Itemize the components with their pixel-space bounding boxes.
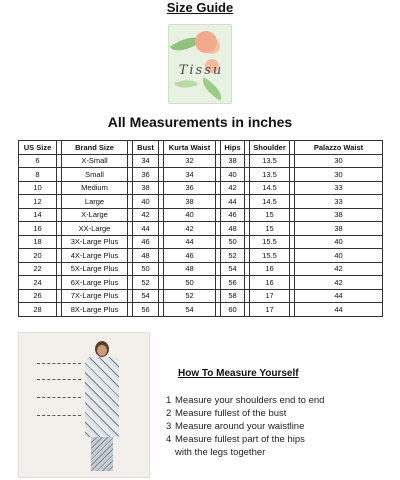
table-row <box>19 262 383 276</box>
table-cell: 24 <box>19 276 57 290</box>
brand-logo <box>168 24 232 104</box>
model-face <box>97 345 107 356</box>
table-cell: 8X-Large Plus <box>62 303 128 317</box>
table-cell: 6X-Large Plus <box>62 276 128 290</box>
step-number: 2 <box>166 408 172 419</box>
table-cell: 42 <box>221 181 245 195</box>
table-cell: 46 <box>164 249 216 263</box>
table-cell: 30 <box>295 154 383 168</box>
table-cell: 42 <box>164 222 216 236</box>
table-cell: 8 <box>19 168 57 182</box>
table-row <box>19 168 383 182</box>
guide-line <box>37 363 81 364</box>
table-cell: 38 <box>295 222 383 236</box>
table-cell: 38 <box>295 208 383 222</box>
table-cell: 50 <box>164 276 216 290</box>
table-cell: 14.5 <box>250 195 290 209</box>
list-item <box>166 394 396 407</box>
table-header-row <box>19 141 383 155</box>
table-cell: 38 <box>221 154 245 168</box>
table-cell: 52 <box>221 249 245 263</box>
table-cell: 17 <box>250 303 290 317</box>
table-cell: 18 <box>19 235 57 249</box>
leaf-decoration <box>198 77 227 100</box>
table-cell: 46 <box>133 235 159 249</box>
table-cell: 56 <box>133 303 159 317</box>
table-cell: 15 <box>250 208 290 222</box>
step-text: Measure your shoulders end to end <box>175 395 325 406</box>
list-item <box>166 420 396 433</box>
step-number: 4 <box>166 434 172 445</box>
table-cell: 44 <box>295 303 383 317</box>
table-cell: 36 <box>133 168 159 182</box>
table-cell: 44 <box>221 195 245 209</box>
table-row <box>19 303 383 317</box>
table-cell: 15.5 <box>250 249 290 263</box>
table-row <box>19 276 383 290</box>
table-cell: 13.5 <box>250 168 290 182</box>
table-cell: 40 <box>295 249 383 263</box>
model-photo <box>18 332 150 478</box>
table-cell: 34 <box>133 154 159 168</box>
table-cell: XX-Large <box>62 222 128 236</box>
table-cell: 16 <box>19 222 57 236</box>
howto-title: How To Measure Yourself <box>178 368 299 379</box>
page-title: Size Guide <box>166 0 234 15</box>
table-cell: 46 <box>221 208 245 222</box>
table-cell: 34 <box>164 168 216 182</box>
table-cell: 17 <box>250 289 290 303</box>
model-palazzo <box>91 437 113 471</box>
table-cell: 10 <box>19 181 57 195</box>
table-cell: 60 <box>221 303 245 317</box>
table-cell: 58 <box>221 289 245 303</box>
table-cell: 48 <box>133 249 159 263</box>
column-header: US Size <box>19 141 57 155</box>
step-number: 3 <box>166 421 172 432</box>
table-cell: 28 <box>19 303 57 317</box>
table-cell: 56 <box>221 276 245 290</box>
table-cell: X-Large <box>62 208 128 222</box>
table-cell: 33 <box>295 181 383 195</box>
brand-wordmark: Tissu <box>178 63 224 78</box>
table-cell: 14 <box>19 208 57 222</box>
table-cell: Small <box>62 168 128 182</box>
column-header: Hips <box>221 141 245 155</box>
table-cell: 44 <box>164 235 216 249</box>
table-cell: 14.5 <box>250 181 290 195</box>
guide-line <box>37 415 81 416</box>
table-cell: 50 <box>221 235 245 249</box>
step-text: Measure fullest of the bust <box>175 408 287 419</box>
table-cell: 40 <box>221 168 245 182</box>
table-cell: 32 <box>164 154 216 168</box>
table-cell: 44 <box>295 289 383 303</box>
table-cell: 44 <box>133 222 159 236</box>
table-row <box>19 289 383 303</box>
column-header: Kurta Waist <box>164 141 216 155</box>
table-cell: 42 <box>133 208 159 222</box>
step-continuation: with the legs together <box>175 447 266 458</box>
column-header: Bust <box>133 141 159 155</box>
table-row <box>19 195 383 209</box>
leaf-decoration <box>174 76 198 93</box>
step-text: Measure around your waistline <box>175 421 305 432</box>
table-cell: 38 <box>164 195 216 209</box>
table-cell: 22 <box>19 262 57 276</box>
table-cell: 40 <box>133 195 159 209</box>
table-cell: 20 <box>19 249 57 263</box>
table-cell: 50 <box>133 262 159 276</box>
table-cell: 54 <box>133 289 159 303</box>
guide-line <box>37 397 81 398</box>
step-number: 1 <box>166 395 172 406</box>
table-cell: X-Small <box>62 154 128 168</box>
list-item <box>166 407 396 420</box>
table-cell: 40 <box>295 235 383 249</box>
table-cell: Medium <box>62 181 128 195</box>
table-cell: 33 <box>295 195 383 209</box>
table-cell: 13.5 <box>250 154 290 168</box>
column-header: Brand Size <box>62 141 128 155</box>
table-row <box>19 208 383 222</box>
model-kurta <box>85 357 119 437</box>
table-cell: 5X-Large Plus <box>62 262 128 276</box>
size-chart-table <box>18 140 383 317</box>
table-cell: 48 <box>221 222 245 236</box>
table-cell: 42 <box>295 262 383 276</box>
table-cell: 40 <box>164 208 216 222</box>
step-text: Measure fullest part of the hips <box>175 434 305 445</box>
howto-steps <box>166 394 396 459</box>
table-cell: 15.5 <box>250 235 290 249</box>
table-cell: 15 <box>250 222 290 236</box>
table-cell: 7X-Large Plus <box>62 289 128 303</box>
flower-decoration <box>195 31 217 53</box>
list-item <box>166 433 396 446</box>
table-cell: 52 <box>164 289 216 303</box>
table-cell: 54 <box>221 262 245 276</box>
table-row <box>19 181 383 195</box>
table-cell: 38 <box>133 181 159 195</box>
table-cell: 26 <box>19 289 57 303</box>
table-cell: 42 <box>295 276 383 290</box>
table-row <box>19 154 383 168</box>
column-header: Palazzo Waist <box>295 141 383 155</box>
table-cell: 3X-Large Plus <box>62 235 128 249</box>
table-cell: 16 <box>250 276 290 290</box>
table-row <box>19 249 383 263</box>
column-header: Shoulder <box>250 141 290 155</box>
table-cell: 52 <box>133 276 159 290</box>
table-cell: 30 <box>295 168 383 182</box>
measurement-guides <box>37 359 81 429</box>
table-cell: 12 <box>19 195 57 209</box>
table-cell: 48 <box>164 262 216 276</box>
table-cell: 54 <box>164 303 216 317</box>
table-cell: 16 <box>250 262 290 276</box>
table-cell: 36 <box>164 181 216 195</box>
table-row <box>19 222 383 236</box>
measurements-subtitle: All Measurements in inches <box>107 114 293 130</box>
table-row <box>19 235 383 249</box>
guide-line <box>37 379 81 380</box>
table-cell: 6 <box>19 154 57 168</box>
table-cell: 4X-Large Plus <box>62 249 128 263</box>
table-cell: Large <box>62 195 128 209</box>
